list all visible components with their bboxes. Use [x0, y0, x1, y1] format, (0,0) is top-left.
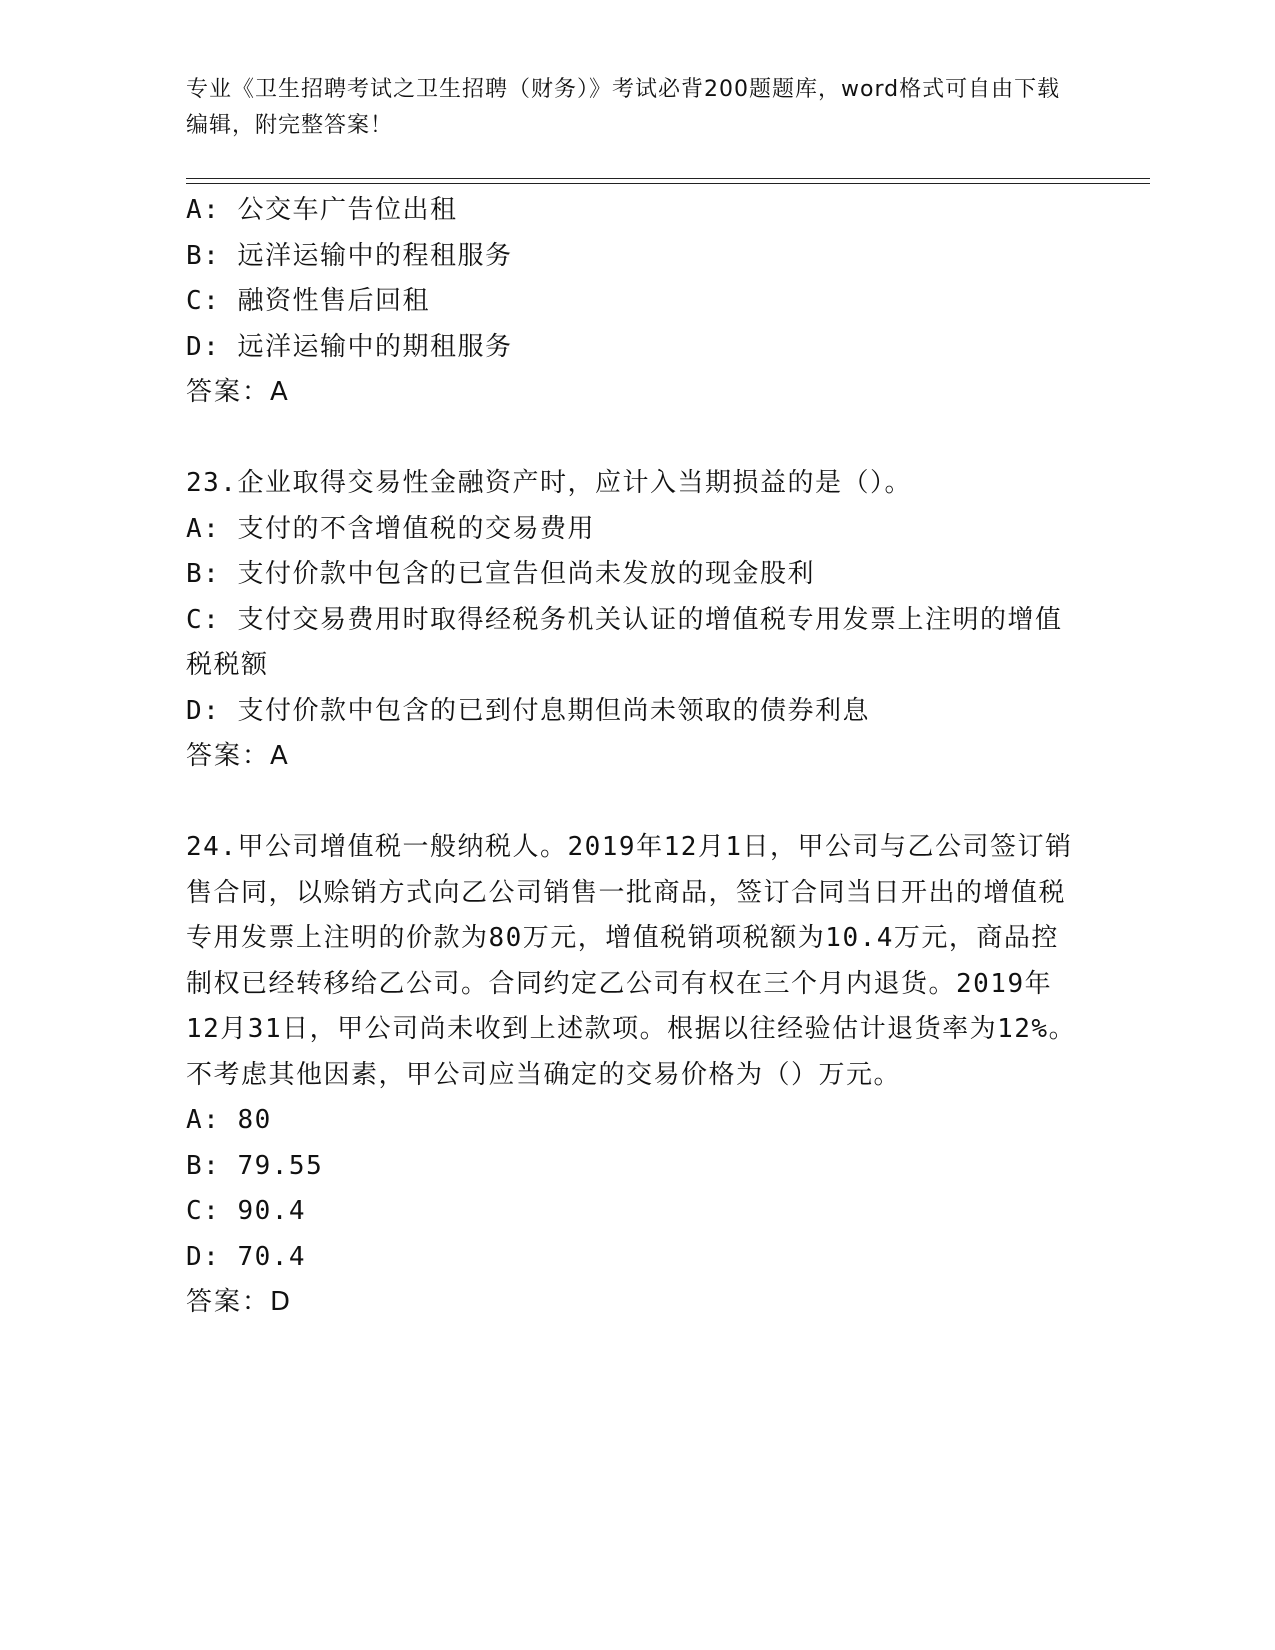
document-header — [186, 72, 1066, 144]
header-title: 专业《卫生招聘考试之卫生招聘（财务）》考试必背200题题库，word格式可自由下载编辑，附完整答案！ — [186, 77, 1061, 138]
spacer — [186, 780, 1086, 826]
option-c: C: 支付交易费用时取得经税务机关认证的增值税专用发票上注明的增值税税额 — [186, 604, 1063, 680]
option-d: D: 远洋运输中的期租服务 — [186, 331, 513, 362]
question-stem: 24.甲公司增值税一般纳税人。2019年12月1日，甲公司与乙公司签订销售合同，以赊销方式向乙公司销售一批商品，签订合同当日开出的增值税专用发票上注明的价款为80万元，增值税销项税额为10.4万元，商品控制权已经转移给乙公司。合同约定乙公司有权在三个月内退货。2019年12月31日，甲公司尚未收到上述款项。根据以往经验估计退货率为12%。不考虑其他因素，甲公司应当确定的交易价格为（）万元。 — [186, 832, 1077, 1090]
option-b: B: 79.55 — [186, 1150, 324, 1181]
question-22 — [186, 188, 1086, 416]
option-c: C: 90.4 — [186, 1196, 307, 1226]
header-rule-top — [186, 178, 1150, 179]
question-stem: 23.企业取得交易性金融资产时，应计入当期损益的是（）。 — [186, 468, 912, 498]
option-d: D: 70.4 — [186, 1241, 307, 1272]
answer: 答案：A — [186, 377, 290, 407]
answer: 答案：D — [186, 1287, 293, 1317]
question-23 — [186, 461, 1086, 780]
option-d: D: 支付价款中包含的已到付息期但尚未领取的债券利息 — [186, 695, 870, 726]
answer: 答案：A — [186, 741, 290, 771]
option-a: A: 80 — [186, 1105, 272, 1135]
spacer — [186, 416, 1086, 462]
option-b: B: 支付价款中包含的已宣告但尚未发放的现金股利 — [186, 559, 815, 589]
header-rule-bottom — [186, 183, 1150, 184]
option-b: B: 远洋运输中的程租服务 — [186, 240, 513, 271]
option-a: A: 支付的不含增值税的交易费用 — [186, 513, 595, 544]
option-c: C: 融资性售后回租 — [186, 286, 430, 316]
question-24 — [186, 825, 1086, 1326]
document-body — [186, 188, 1086, 1326]
option-a: A: 公交车广告位出租 — [186, 195, 458, 225]
